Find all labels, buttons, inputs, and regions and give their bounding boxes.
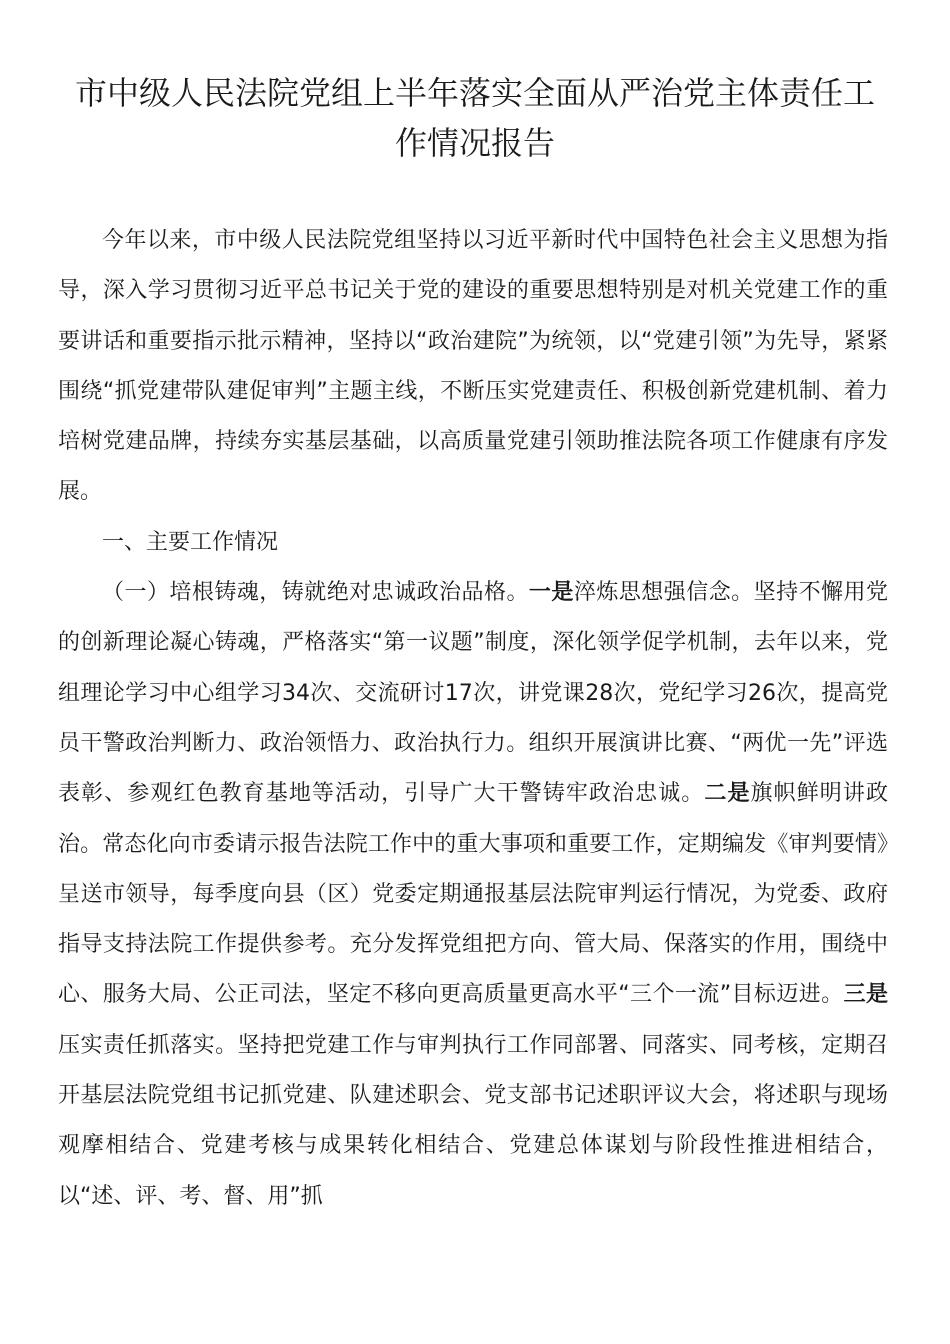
subsection-paragraph — [58, 568, 888, 1222]
point-lead-1: 一是 — [528, 580, 574, 606]
point-text-2: 旗帜鲜明讲政治。常态化向市委请示报告法院工作中的重大事项和重要工作，定期编发《审判要情》呈送市领导，每季度向县（区）党委定期通报基层法院审判运行情况，为党委、政府指导支持法院工作提供参考。充分发挥党组把方向、管大局、保落实的作用，围绕中心、服务大局、公正司法，坚定不移向更高质量更高水平“三个一流”目标迈进。 — [58, 781, 888, 1008]
point-lead-2: 二是 — [704, 781, 751, 807]
subsection-heading: （一）培根铸魂，铸就绝对忠诚政治品格。 — [102, 580, 529, 606]
section-heading: 一、主要工作情况 — [102, 529, 279, 555]
document-title: 市中级人民法院党组上半年落实全面从严治党主体责任工作情况报告 — [74, 74, 875, 162]
document-body — [58, 216, 888, 1222]
point-lead-3: 三是 — [843, 982, 888, 1008]
intro-paragraph: 今年以来，市中级人民法院党组坚持以习近平新时代中国特色社会主义思想为指导，深入学习贯彻习近平总书记关于党的建设的重要思想特别是对机关党建工作的重要讲话和重要指示批示精神，坚持以“政治建院”为统领，以“党建引领”为先导，紧紧围绕“抓党建带队建促审判”主题主线，不断压实党建责任、积极创新党建机制、着力培树党建品牌，持续夯实基层基础，以高质量党建引领助推法院各项工作健康有序发展。 — [58, 228, 888, 505]
point-text-1: 淬炼思想强信念。坚持不懈用党的创新理论凝心铸魂，严格落实“第一议题”制度，深化领学促学机制，去年以来，党组理论学习中心组学习34次、交流研讨17次，讲党课28次，党纪学习26次，提高党员干警政治判断力、政治领悟力、政治执行力。组织开展演讲比赛、“两优一先”评选表彰、参观红色教育基地等活动，引导广大干警铸牢政治忠诚。 — [58, 580, 888, 807]
point-text-3: 压实责任抓落实。坚持把党建工作与审判执行工作同部署、同落实、同考核，定期召开基层法院党组书记抓党建、队建述职会、党支部书记述职评议大会，将述职与现场观摩相结合、党建考核与成果转化相结合、党建总体谋划与阶段性推进相结合，以“述、评、考、督、用”抓 — [58, 1032, 888, 1209]
